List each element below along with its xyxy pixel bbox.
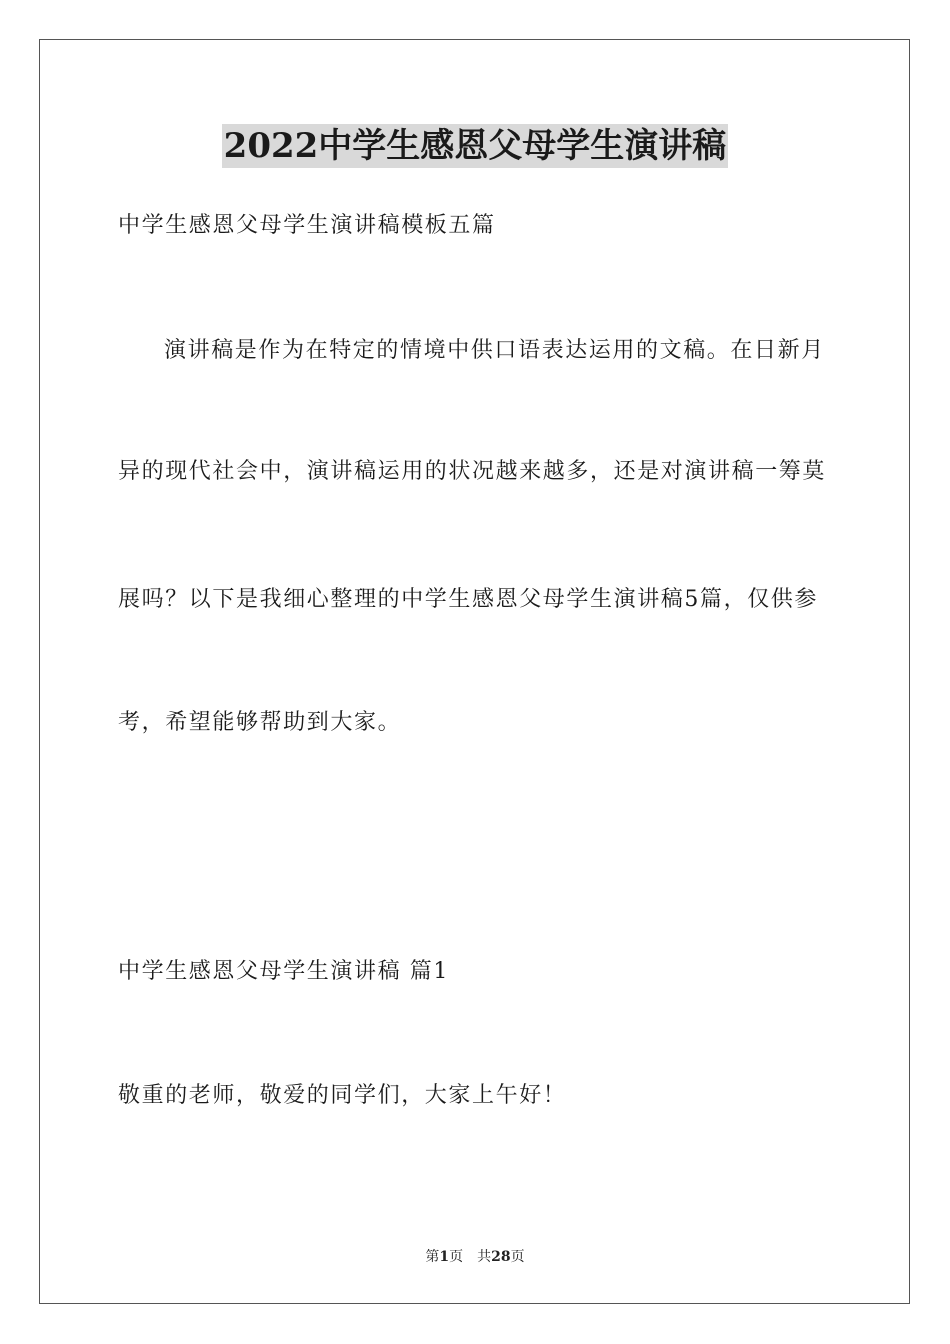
footer-total-prefix: 共 [477,1249,492,1265]
page-footer [0,1248,950,1266]
greeting-line: 敬重的老师，敬爱的同学们，大家上午好！ [118,1083,567,1108]
section-heading: 中学生感恩父母学生演讲稿 篇1 [118,959,449,984]
footer-page-prefix: 第 [425,1249,440,1265]
intro-line-4: 考，希望能够帮助到大家。 [118,710,402,735]
footer-total-pages: 28 [491,1249,511,1265]
footer-page-suffix: 页 [449,1249,464,1265]
intro-line-2: 异的现代社会中，演讲稿运用的状况越来越多，还是对演讲稿一筹莫 [118,459,827,484]
footer-page-number: 1 [439,1249,450,1265]
document-title: 2022中学生感恩父母学生演讲稿 [223,126,727,166]
title-container [0,124,950,168]
document-subtitle: 中学生感恩父母学生演讲稿模板五篇 [118,213,496,238]
footer-total-suffix: 页 [510,1249,525,1265]
intro-line-3: 展吗？以下是我细心整理的中学生感恩父母学生演讲稿5篇，仅供参 [118,587,818,612]
intro-line-1: 演讲稿是作为在特定的情境中供口语表达运用的文稿。在日新月 [164,338,825,363]
